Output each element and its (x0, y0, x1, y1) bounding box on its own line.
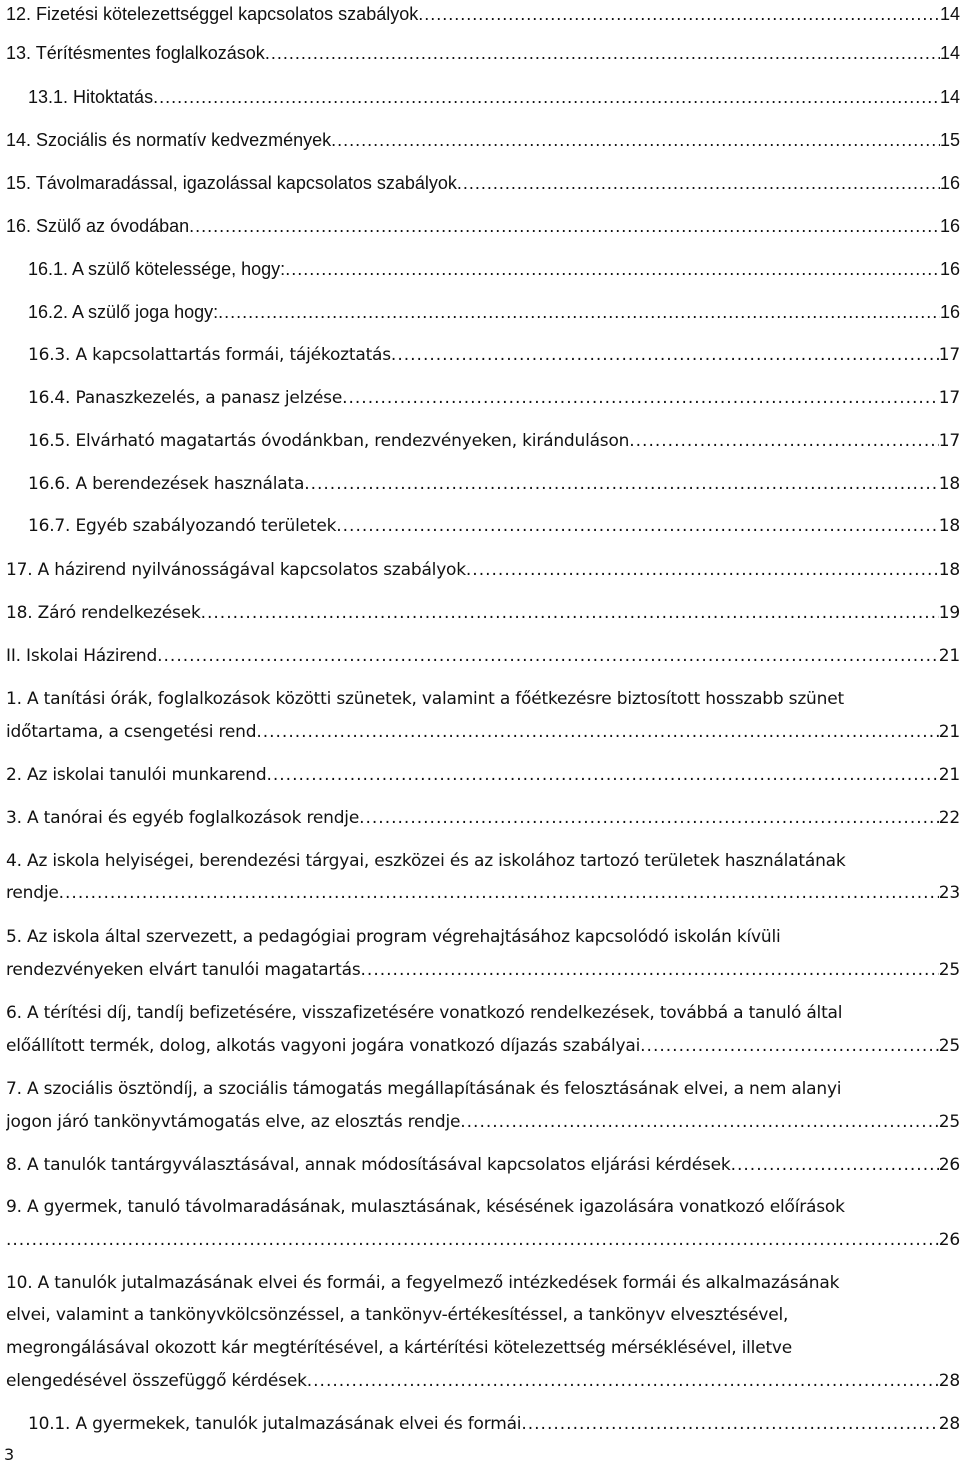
toc-entry-title: 13. Térítésmentes foglalkozások (6, 43, 265, 63)
toc-dot-leader (629, 428, 939, 454)
toc-entry-title: 16.5. Elvárható magatartás óvodánkban, rendezvényeken, kiránduláson (28, 431, 630, 451)
toc-entry-title: 13.1. Hitoktatás (28, 87, 154, 107)
toc-dot-leader (266, 762, 938, 788)
toc-entry-title: 12. Fizetési kötelezettséggel kapcsolatos szabályok (6, 4, 419, 24)
toc-entry-title: rendje (6, 883, 59, 903)
toc-dot-leader (359, 805, 939, 831)
toc-dot-leader (59, 880, 939, 906)
toc-entry-title: elvei, valamint a tankönyvkölcsönzéssel, a tankönyv-értékesítéssel, a tankönyv elvesztésével, (6, 1305, 789, 1325)
toc-entry-title: 16. Szülő az óvodában (6, 216, 190, 236)
toc-page-number: 23 (938, 883, 960, 903)
toc-entry-title: 9. A gyermek, tanuló távolmaradásának, mulasztásának, késésének igazolására vonatkozó előírások (6, 1197, 845, 1217)
toc-dot-leader (218, 299, 940, 325)
toc-page-number: 16 (939, 173, 960, 193)
toc-page-number: 17 (938, 388, 960, 408)
toc-entry-title: rendezvényeken elvárt tanulói magatartás (6, 960, 361, 980)
toc-page-number: 21 (938, 646, 960, 666)
toc-dot-leader (460, 1109, 939, 1135)
toc-dot-leader (153, 84, 940, 110)
toc-dot-leader (391, 342, 939, 368)
toc-page-number: 15 (939, 130, 960, 150)
toc-dot-leader (6, 1227, 939, 1253)
toc-entry-title: 16.6. A berendezések használata (28, 474, 305, 494)
toc-entry-title: 10.1. A gyermekek, tanulók jutalmazásának elvei és formái (28, 1414, 522, 1434)
toc-entry-title: II. Iskolai Házirend (6, 646, 158, 666)
toc-page-number: 22 (938, 808, 960, 828)
toc-entry-title: 16.1. A szülő kötelessége, hogy: (28, 259, 286, 279)
toc-entry-title: elengedésével összefüggő kérdések (6, 1371, 307, 1391)
toc-dot-leader (361, 957, 939, 983)
toc-page-number: 25 (938, 1036, 960, 1056)
toc-page-number: 17 (938, 345, 960, 365)
toc-page-number: 18 (938, 516, 960, 536)
toc-page-number: 16 (939, 259, 960, 279)
toc-dot-leader (331, 127, 940, 153)
toc-dot-leader (457, 170, 940, 196)
toc-dot-leader (201, 600, 939, 626)
toc-dot-leader (342, 385, 939, 411)
toc-dot-leader (418, 1, 940, 27)
toc-entry-title: időtartama, a csengetési rend (6, 722, 257, 742)
toc-entry-title: 5. Az iskola által szervezett, a pedagógiai program végrehajtásához kapcsolódó iskolán kívüli (6, 927, 781, 947)
toc-entry-title: 16.4. Panaszkezelés, a panasz jelzése (28, 388, 343, 408)
toc-page-number: 25 (938, 960, 960, 980)
toc-page-number: 26 (938, 1155, 960, 1175)
toc-dot-leader (304, 471, 939, 497)
toc-entry-title: 10. A tanulók jutalmazásának elvei és formái, a fegyelmező intézkedések formái és alkalmazásának (6, 1273, 840, 1293)
toc-entry-title: 4. Az iskola helyiségei, berendezési tárgyai, eszközei és az iskolához tartozó területek használatának (6, 851, 846, 871)
toc-entry-title: 1. A tanítási órák, foglalkozások közötti szünetek, valamint a főétkezésre biztosított hosszabb szünet (6, 689, 844, 709)
toc-page-number: 25 (938, 1112, 960, 1132)
toc-page-number: 14 (939, 43, 960, 63)
toc-dot-leader (157, 643, 939, 669)
toc-entry-title: 15. Távolmaradással, igazolással kapcsolatos szabályok (6, 173, 457, 193)
toc-page-number: 28 (938, 1371, 960, 1391)
toc-dot-leader (189, 213, 940, 239)
toc-entry-title: 3. A tanórai és egyéb foglalkozások rendje (6, 808, 360, 828)
toc-entry-title: megrongálásával okozott kár megtérítésével, a kártérítési kötelezettség mérséklésével, illetve (6, 1338, 793, 1358)
toc-entry-title: 17. A házirend nyilvánosságával kapcsolatos szabályok (6, 560, 466, 580)
toc-dot-leader (731, 1152, 939, 1178)
toc-page-number: 28 (938, 1414, 960, 1434)
toc-dot-leader (256, 719, 938, 745)
toc-entry-title: 14. Szociális és normatív kedvezmények (6, 130, 332, 150)
toc-entry-title: 6. A térítési díj, tandíj befizetésére, visszafizetésére vonatkozó rendelkezések, továbbá a tanuló által (6, 1003, 843, 1023)
toc-entry-title: 16.2. A szülő joga hogy: (28, 302, 219, 322)
toc-dot-leader (640, 1033, 939, 1059)
toc-page-number: 16 (939, 216, 960, 236)
toc-entry-title: 2. Az iskolai tanulói munkarend (6, 765, 267, 785)
toc-page-number: 14 (939, 4, 960, 24)
toc-page-number: 16 (939, 302, 960, 322)
toc-page-number: 21 (938, 722, 960, 742)
toc-dot-leader (336, 513, 939, 539)
toc-page-number: 17 (938, 431, 960, 451)
toc-entry-title: 16.3. A kapcsolattartás formái, tájékoztatás (28, 345, 391, 365)
toc-dot-leader (466, 557, 939, 583)
toc-page-number: 14 (939, 87, 960, 107)
toc-dot-leader (265, 40, 940, 66)
toc-page-number: 21 (938, 765, 960, 785)
toc-page-number: 18 (938, 560, 960, 580)
toc-dot-leader (521, 1411, 938, 1437)
toc-page-number: 19 (938, 603, 960, 623)
page-number: 3 (4, 1445, 15, 1464)
toc-entry-title: 8. A tanulók tantárgyválasztásával, annak módosításával kapcsolatos eljárási kérdések (6, 1155, 731, 1175)
toc-entry-title: 18. Záró rendelkezések (6, 603, 201, 623)
toc-entry-title: 7. A szociális ösztöndíj, a szociális támogatás megállapításának és felosztásának elvei, a nem alanyi (6, 1079, 842, 1099)
toc-page-number: 26 (938, 1230, 960, 1250)
toc-entry-title: jogon járó tankönyvtámogatás elve, az elosztás rendje (6, 1112, 461, 1132)
toc-entry-title: 16.7. Egyéb szabályozandó területek (28, 516, 337, 536)
toc-dot-leader (285, 256, 940, 282)
toc-dot-leader (307, 1368, 939, 1394)
toc-page-number: 18 (938, 474, 960, 494)
toc-entry-title: előállított termék, dolog, alkotás vagyoni jogára vonatkozó díjazás szabályai (6, 1036, 641, 1056)
